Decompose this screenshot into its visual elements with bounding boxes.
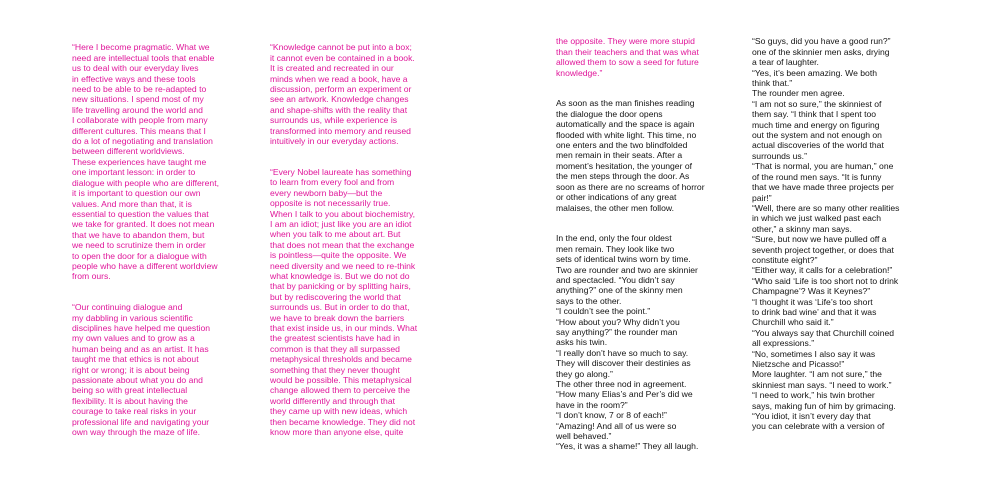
narrative-paragraph: “So guys, did you have a good run?” one of the skinnier men asks, drying a tear of laughter. “Yes, it’s been amazing. We both think that.” The rounder men agree. “I am not so sure,” the skinniest of them say. “I think that I spent too much time and energy on figuring out the system and not enough on actual discoveries of the world that surrounds us.” “That is normal, you are human,” one of the round men says. “It is funny that we have made three projects per pair!” “Well, there are so many other realities in which we just walked past each other,” a skinny man says. “Sure, but now we have pulled off a seventh project together, or does that constitute eight?” “Either way, it calls for a celebration!” “Who said ‘Life is too short not to drink Champagne’? Was it Keynes?” “I thought it was ‘Life’s too short to drink bad wine’ and that it was Churchill who said it.” “You always say that Churchill coined all expressions.” “No, sometimes I also say it was Nietzsche and Picasso!” More laughter. “I am not sure,” the skinniest man says. “I need to work.” “I need to work,” his twin brother says, making fun of him by grimacing. “You idiot, it isn’t every day that you can celebrate with a version of — [752, 36, 900, 432]
quote-paragraph: “Our continuing dialogue and my dabbling in various scientific disciplines have helped me question my own values and to grow as a human being and as an artist. It has taught me that ethics is not about right or wrong; it is about being passionate about what you do and being so with great intellectual flexibility. It is about having the courage to take real risks in your professional life and navigating your own way through the maze of life. — [72, 302, 211, 438]
quote-paragraph: the opposite. They were more stupid than their teachers and that was what allowed them to sow a seed for future knowledge.” — [556, 36, 699, 78]
quote-paragraph: “Here I become pragmatic. What we need are intellectual tools that enable us to deal with our everyday lives in effective ways and these tools need to be able to be re-adapted to new situations. I spend most of my life travelling around the world and I collaborate with people from many different cultures. This means that I do a lot of negotiating and translation between different worldviews. These experiences have taught me one important lesson: in order to dialogue with people who are different, it is important to question our own values. And more than that, it is essential to question the values that we take for granted. It does not mean that we have to abandon them, but we need to scrutinize them in order to open the door for a dialogue with people who have a different worldview from ours. — [72, 42, 219, 282]
right-page-column-2 — [752, 26, 948, 476]
quote-paragraph: “Every Nobel laureate has something to learn from every fool and from every newborn baby—but the opposite is not necessarily true. When I talk to you about biochemistry, I am an idiot; just like you are an idiot when you talk to me about art. But that does not mean that the exchange is pointless—quite the opposite. We need diversity and we need to re-think what knowledge is. But we do not do that by panicking or by splitting hairs, but by rediscovering the world that surrounds us. But in order to do that, we have to break down the barriers that exist inside us, in our minds. What the greatest scientists have had in common is that they all surpassed metaphysical thresholds and became something that they never thought would be possible. This metaphysical change allowed them to perceive the world differently and through that they came up with new ideas, which then became knowledge. They did not know more than anyone else, quite — [270, 166, 418, 438]
narrative-paragraph: As soon as the man finishes reading the dialogue the door opens automatically and the space is again flooded with white light. This time, no one enters and the two blindfolded men remain in their seats. After a moment’s hesitation, the younger of the men steps through the door. As soon as there are no screams of horror or other indications of any great malaises, the other men follow. — [556, 98, 705, 213]
narrative-paragraph: In the end, only the four oldest men remain. They look like two sets of identical twins worn by time. Two are rounder and two are skinnier and spectacled. “You didn’t say anything?” one of the skinny men says to the other. “I couldn’t see the point.” “How about you? Why didn’t you say anything?” the rounder man asks his twin. “I really don’t have so much to say. They will discover their destinies as they go along.” The other three nod in agreement. “How many Elias’s and Per’s did we have in the room?” “I don’t know, 7 or 8 of each!” “Amazing! And all of us were so well behaved.” “Yes, it was a shame!” They all laugh. — [556, 233, 699, 452]
right-page-column-1 — [556, 26, 752, 476]
left-page-column-2 — [270, 32, 466, 482]
left-page-column-1 — [72, 32, 268, 482]
quote-paragraph: “Knowledge cannot be put into a box; it cannot even be contained in a book. It is created and recreated in our minds when we read a book, have a discussion, perform an experiment or see an artwork. Knowledge changes and shape-shifts with the reality that surrounds us, while experience is transformed into memory and reused intuitively in our everyday actions. — [270, 42, 415, 147]
